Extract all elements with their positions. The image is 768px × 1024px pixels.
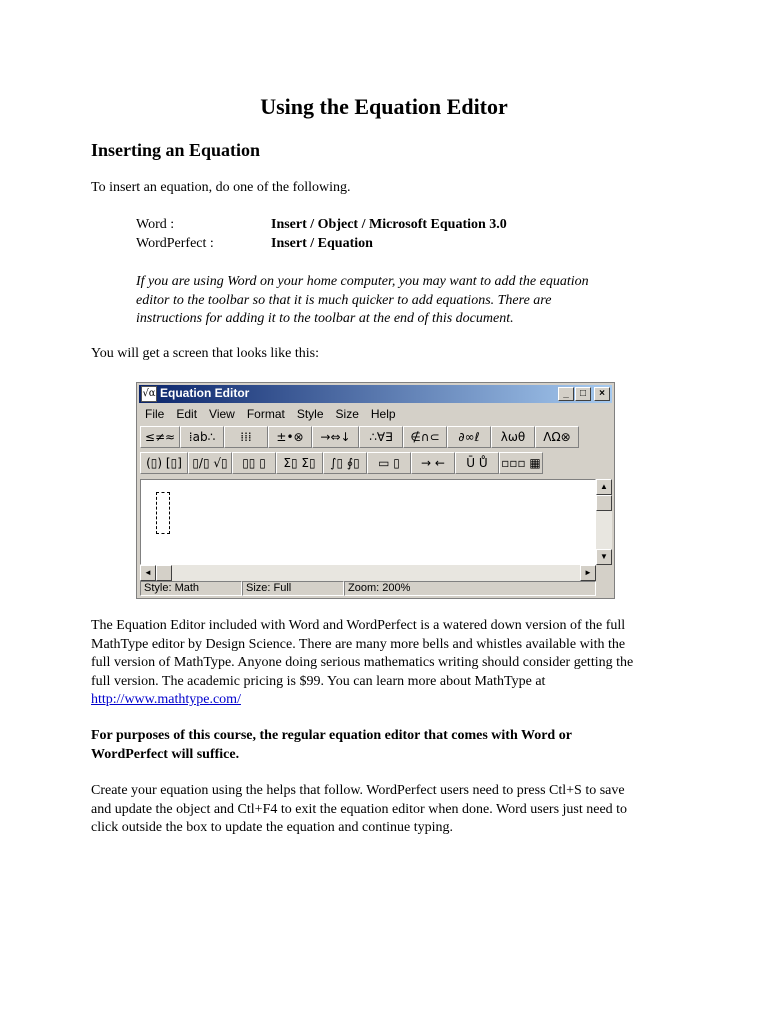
products-set-theory-templates-button[interactable]: Ū Ů	[455, 452, 499, 474]
paragraph-line: full version. The academic pricing is $99. You can learn more about MathType at	[91, 673, 546, 689]
spaces-ellipses-button[interactable]: ⁞ab∴	[180, 426, 224, 448]
empty-equation-slot[interactable]	[156, 492, 170, 534]
integral-templates-button[interactable]: ∫▯ ∮▯	[323, 452, 367, 474]
italic-note-line: instructions for adding it to the toolbar at the end of this document.	[136, 311, 514, 326]
minimize-button[interactable]: _	[558, 387, 574, 401]
menu-view[interactable]: View	[209, 407, 235, 421]
subscript-templates-button[interactable]: ▯▯ ▯	[232, 452, 276, 474]
scroll-up-button[interactable]: ▲	[596, 479, 612, 495]
paragraph-line: Create your equation using the helps that follow. WordPerfect users need to press Ctl+S to save	[91, 783, 625, 798]
arrow-symbols-button[interactable]: →⇔↓	[312, 426, 359, 448]
paragraph-line: full version of MathType. Anyone doing serious mathematics writing should consider getting the	[91, 655, 634, 670]
row-value-wordperfect: Insert / Equation	[271, 236, 373, 251]
window-titlebar[interactable]	[139, 385, 612, 403]
equation-editor-icon[interactable]: √α	[141, 386, 157, 402]
menu-style[interactable]: Style	[296, 407, 324, 421]
row-label-wordperfect: WordPerfect :	[136, 236, 214, 251]
row-label-word: Word :	[136, 217, 175, 232]
window-title: Equation Editor	[160, 386, 250, 400]
horizontal-scroll-thumb[interactable]	[156, 565, 172, 581]
italic-note-line: editor to the toolbar so that it is much quicker to add equations. There are	[136, 292, 552, 308]
logical-symbols-button[interactable]: ∴∀∃	[359, 426, 403, 448]
equation-edit-area[interactable]	[140, 479, 596, 565]
paragraph-line: click outside the box to update the equation and continue typing.	[91, 820, 453, 835]
row-value-word: Insert / Object / Microsoft Equation 3.0	[271, 217, 507, 232]
status-style: Style: Math	[140, 581, 242, 596]
italic-note	[136, 273, 656, 329]
miscellaneous-symbols-button[interactable]: ∂∞ℓ	[447, 426, 491, 448]
intro-text: To insert an equation, do one of the following.	[91, 180, 351, 195]
section-heading: Inserting an Equation	[91, 140, 261, 160]
scroll-left-button[interactable]: ◄	[140, 565, 156, 581]
labeled-arrow-templates-button[interactable]: → ←	[411, 452, 455, 474]
mathtype-link[interactable]: http://www.mathtype.com/	[91, 692, 241, 707]
vertical-scroll-thumb[interactable]	[596, 495, 612, 511]
menu-help[interactable]: Help	[370, 407, 396, 421]
horizontal-scrollbar[interactable]	[140, 565, 596, 581]
menu-file[interactable]: File	[145, 407, 165, 421]
paragraph-line: For purposes of this course, the regular equation editor that comes with Word or	[91, 728, 572, 743]
mathtype-paragraph	[91, 617, 687, 710]
status-size: Size: Full	[242, 581, 344, 596]
resize-grip-icon[interactable]	[596, 581, 612, 596]
paragraph-line: WordPerfect will suffice.	[91, 746, 240, 762]
set-theory-symbols-button[interactable]: ∉∩⊂	[403, 426, 447, 448]
paragraph-line: MathType editor by Design Science. There are many more bells and whistles available with the	[91, 636, 626, 652]
matrix-templates-button[interactable]: ▫▫▫ ▦	[499, 452, 543, 474]
fence-templates-button[interactable]: (▯) [▯]	[140, 452, 188, 474]
underbar-overbar-templates-button[interactable]: ▭ ▯	[367, 452, 411, 474]
embellishments-button[interactable]: ⁞⁞⁞	[224, 426, 268, 448]
status-zoom: Zoom: 200%	[344, 581, 596, 596]
summation-templates-button[interactable]: Σ▯ Σ▯	[276, 452, 323, 474]
menu-bar	[139, 405, 612, 424]
greek-uppercase-button[interactable]: ΛΩ⊗	[535, 426, 579, 448]
greek-lowercase-button[interactable]: λωθ	[491, 426, 535, 448]
instructions-paragraph	[91, 782, 687, 838]
document-title: Using the Equation Editor	[260, 94, 508, 119]
fraction-radical-templates-button[interactable]: ▯/▯ √▯	[188, 452, 232, 474]
maximize-button[interactable]: □	[575, 387, 591, 401]
close-button[interactable]: ×	[594, 387, 610, 401]
scroll-down-button[interactable]: ▼	[596, 549, 612, 565]
vertical-scrollbar[interactable]	[596, 479, 612, 565]
paragraph-line: and update the object and Ctl+F4 to exit the equation editor when done. Word users just need to	[91, 801, 628, 817]
scroll-right-button[interactable]: ►	[580, 565, 596, 581]
symbol-palette-row	[140, 426, 606, 450]
window-controls	[558, 387, 610, 401]
menu-edit[interactable]: Edit	[176, 407, 198, 421]
paragraph-line: The Equation Editor included with Word and WordPerfect is a watered down version of the full	[91, 618, 626, 633]
menu-format[interactable]: Format	[246, 407, 285, 421]
operator-symbols-button[interactable]: ±•⊗	[268, 426, 312, 448]
italic-note-line: If you are using Word on your home computer, you may want to add the equation	[136, 274, 589, 289]
equation-editor-window	[136, 382, 615, 599]
screen-intro: You will get a screen that looks like this:	[91, 346, 319, 361]
menu-size[interactable]: Size	[335, 407, 359, 421]
template-palette-row	[140, 452, 606, 476]
relational-symbols-button[interactable]: ≤≠≈	[140, 426, 180, 448]
bold-paragraph	[91, 727, 687, 764]
status-bar	[140, 581, 596, 596]
